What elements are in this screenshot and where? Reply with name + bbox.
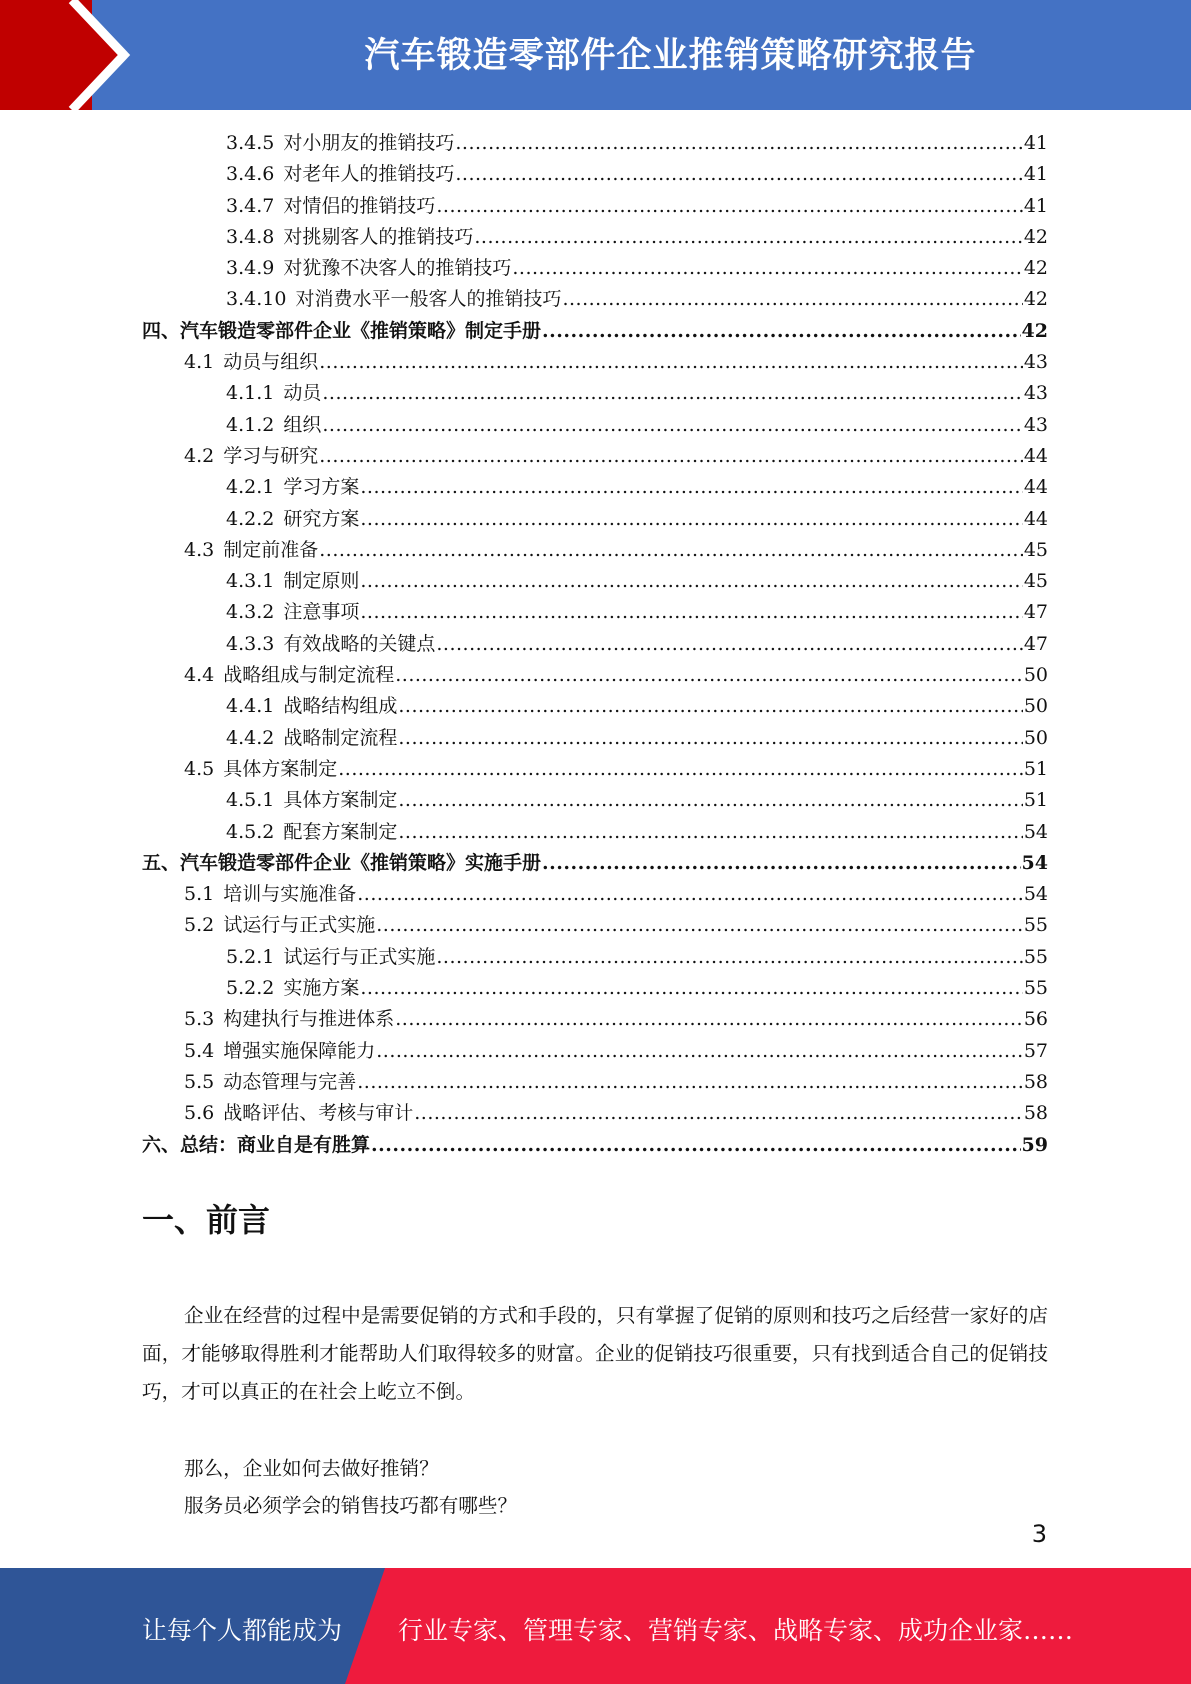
toc-entry-number: 3.4.10 (226, 288, 287, 311)
toc-entry[interactable] (142, 754, 1048, 785)
toc-entry-page: 54 (1023, 820, 1048, 843)
toc-entry-number: 4.3.2 (226, 601, 275, 624)
toc-leader-dots (360, 601, 1022, 623)
toc-entry-page: 58 (1023, 1102, 1048, 1125)
toc-entry[interactable] (142, 472, 1048, 503)
toc-leader-dots (398, 695, 1022, 717)
toc-entry[interactable] (142, 410, 1048, 441)
toc-entry[interactable] (142, 910, 1048, 941)
toc-entry-title: 构建执行与推进体系 (223, 1008, 395, 1031)
toc-entry[interactable] (142, 504, 1048, 535)
toc-entry-page: 41 (1023, 194, 1048, 217)
toc-entry-page: 58 (1023, 1070, 1048, 1093)
toc-entry-page: 50 (1023, 695, 1048, 718)
toc-entry[interactable] (142, 660, 1048, 691)
toc-entry-number: 4.1.2 (226, 413, 275, 436)
toc-leader-dots (357, 1071, 1023, 1093)
toc-entry-title: 汽车锻造零部件企业《推销策略》实施手册 (180, 851, 542, 874)
toc-leader-dots (395, 664, 1023, 686)
toc-leader-dots (542, 320, 1021, 342)
toc-entry-title: 对消费水平一般客人的推销技巧 (295, 288, 562, 311)
toc-leader-dots (542, 852, 1021, 874)
toc-entry-page: 59 (1021, 1133, 1048, 1156)
toc-entry[interactable] (142, 723, 1048, 754)
toc-entry[interactable] (142, 629, 1048, 660)
toc-leader-dots (436, 633, 1022, 655)
toc-entry-number: 4.3.1 (226, 570, 275, 593)
toc-leader-dots (319, 539, 1023, 561)
toc-leader-dots (512, 257, 1022, 279)
toc-entry-number: 5.2 (184, 914, 215, 937)
toc-entry-page: 42 (1023, 225, 1048, 248)
toc-entry-page: 43 (1023, 382, 1048, 405)
toc-entry-title: 战略结构组成 (283, 695, 398, 718)
toc-entry[interactable] (142, 691, 1048, 722)
toc-leader-dots (319, 351, 1023, 373)
toc-leader-dots (398, 789, 1022, 811)
toc-entry-page: 44 (1023, 476, 1048, 499)
toc-entry-number: 4.3 (184, 538, 215, 561)
toc-entry-title: 对老年人的推销技巧 (283, 163, 455, 186)
toc-entry-title: 研究方案 (283, 507, 360, 530)
toc-entry-number: 3.4.8 (226, 225, 275, 248)
toc-entry-number: 5.1 (184, 883, 215, 906)
toc-entry-page: 42 (1023, 288, 1048, 311)
toc-entry[interactable] (142, 253, 1048, 284)
toc-entry-title: 组织 (283, 413, 322, 436)
toc-entry-page: 45 (1023, 570, 1048, 593)
toc-entry-title: 试运行与正式实施 (223, 914, 376, 937)
toc-entry-page: 42 (1023, 257, 1048, 280)
page-header (0, 0, 1191, 110)
toc-entry[interactable] (142, 128, 1048, 159)
toc-leader-dots (371, 1134, 1021, 1156)
toc-entry-number: 六、 (142, 1133, 181, 1156)
toc-entry-page: 41 (1023, 163, 1048, 186)
toc-entry-title: 动态管理与完善 (223, 1070, 357, 1093)
toc-entry-title: 对小朋友的推销技巧 (283, 132, 455, 154)
toc-entry-number: 5.2.2 (226, 977, 275, 1000)
toc-entry-page: 43 (1023, 413, 1048, 436)
toc-entry-page: 42 (1021, 319, 1048, 342)
toc-entry-page: 54 (1023, 883, 1048, 906)
intro-paragraph: 企业在经营的过程中是需要促销的方式和手段的，只有掌握了促销的原则和技巧之后经营一家好的店面，才能够取得胜利才能帮助人们取得较多的财富。企业的促销技巧很重要，只有找到适合自己的促销技巧，才可以真正的在社会上屹立不倒。 (142, 1304, 1048, 1403)
toc-entry[interactable] (142, 1067, 1048, 1098)
toc-leader-dots (376, 914, 1023, 936)
toc-entry[interactable] (142, 1036, 1048, 1067)
toc-entry[interactable] (142, 347, 1048, 378)
toc-entry-page: 56 (1023, 1008, 1048, 1031)
toc-leader-dots (338, 758, 1023, 780)
toc-entry-number: 4.4.2 (226, 726, 275, 749)
toc-entry[interactable] (142, 535, 1048, 566)
toc-entry-title: 有效战略的关键点 (283, 632, 436, 655)
toc-entry[interactable] (142, 441, 1048, 472)
toc-entry[interactable] (142, 879, 1048, 910)
toc-entry[interactable] (142, 597, 1048, 628)
toc-entry-title: 培训与实施准备 (223, 883, 357, 906)
toc-entry[interactable] (142, 1004, 1048, 1035)
toc-entry-number: 3.4.7 (226, 194, 275, 217)
toc-entry-page: 50 (1023, 726, 1048, 749)
toc-entry-title: 制定原则 (283, 570, 360, 593)
toc-entry-page: 51 (1023, 757, 1048, 780)
toc-entry-page: 51 (1023, 789, 1048, 812)
page-footer (0, 1568, 1191, 1684)
footer-slogan-left: 让每个人都能成为 (142, 1616, 343, 1645)
toc-entry-page: 57 (1023, 1039, 1048, 1062)
toc-entry-title: 战略制定流程 (283, 726, 398, 749)
toc-entry[interactable] (142, 973, 1048, 1004)
toc-entry-title: 制定前准备 (223, 538, 319, 561)
toc-entry-page: 41 (1023, 132, 1048, 154)
toc-entry[interactable] (142, 378, 1048, 409)
toc-entry-number: 5.4 (184, 1039, 215, 1062)
toc-entry[interactable] (142, 566, 1048, 597)
toc-entry-title: 对犹豫不决客人的推销技巧 (283, 257, 512, 280)
toc-leader-dots (395, 1008, 1023, 1030)
toc-entry-number: 4.2.1 (226, 476, 275, 499)
toc-leader-dots (322, 382, 1022, 404)
toc-leader-dots (360, 508, 1022, 530)
toc-entry-number: 5.3 (184, 1008, 215, 1031)
toc-leader-dots (357, 883, 1023, 905)
toc-entry-page: 54 (1021, 851, 1048, 874)
toc-entry-page: 44 (1023, 444, 1048, 467)
question-line: 服务员必须学会的销售技巧都有哪些？ (184, 1494, 518, 1517)
toc-leader-dots (562, 288, 1022, 310)
toc-entry-page: 47 (1023, 601, 1048, 624)
toc-entry-number: 5.6 (184, 1102, 215, 1125)
toc-entry-number: 3.4.9 (226, 257, 275, 280)
toc-entry-title: 实施方案 (283, 977, 360, 1000)
toc-entry-page: 43 (1023, 351, 1048, 374)
header-arrow-icon (0, 0, 160, 110)
toc-entry-number: 4.5 (184, 757, 215, 780)
toc-entry-number: 五、 (142, 851, 181, 874)
page-number: 3 (1031, 1520, 1047, 1548)
toc-entry-number: 4.2 (184, 444, 215, 467)
toc-entry[interactable] (142, 785, 1048, 816)
toc-entry-page: 47 (1023, 632, 1048, 655)
toc-entry-page: 55 (1023, 945, 1048, 968)
toc-entry-title: 试运行与正式实施 (283, 945, 436, 968)
toc-entry-number: 4.5.1 (226, 789, 275, 812)
toc-entry-title: 对挑剔客人的推销技巧 (283, 225, 474, 248)
toc-entry-number: 四、 (142, 319, 181, 342)
toc-entry-title: 学习方案 (283, 476, 360, 499)
toc-leader-dots (398, 821, 1022, 843)
toc-entry-number: 5.2.1 (226, 945, 275, 968)
toc-leader-dots (436, 195, 1022, 217)
toc-entry-page: 55 (1023, 977, 1048, 1000)
toc-entry[interactable] (142, 222, 1048, 253)
toc-entry[interactable] (142, 817, 1048, 848)
toc-leader-dots (436, 946, 1022, 968)
header-title: 汽车锻造零部件企业推销策略研究报告 (364, 36, 977, 76)
section-title: 一、前言 (142, 1201, 271, 1239)
toc-entry-title: 总结：商业自是有胜算 (180, 1133, 371, 1156)
toc-entry[interactable] (142, 848, 1048, 879)
toc-leader-dots (322, 414, 1022, 436)
toc-entry-page: 45 (1023, 538, 1048, 561)
toc-leader-dots (360, 476, 1022, 498)
toc-entry-title: 对情侣的推销技巧 (283, 194, 436, 217)
toc-entry-number: 4.3.3 (226, 632, 275, 655)
toc-entry-title: 动员与组织 (223, 351, 319, 374)
toc-entry-title: 具体方案制定 (223, 757, 338, 780)
toc-entry-number: 3.4.5 (226, 132, 275, 154)
toc-entry-number: 5.5 (184, 1070, 215, 1093)
toc-entry-page: 50 (1023, 664, 1048, 687)
toc-entry-title: 增强实施保障能力 (223, 1039, 376, 1062)
toc-entry-number: 4.4.1 (226, 695, 275, 718)
toc-entry[interactable] (142, 942, 1048, 973)
toc-entry-number: 4.2.2 (226, 507, 275, 530)
toc-entry-title: 汽车锻造零部件企业《推销策略》制定手册 (180, 319, 542, 342)
toc-leader-dots (455, 132, 1022, 154)
toc-leader-dots (455, 163, 1022, 185)
toc-leader-dots (474, 226, 1022, 248)
toc-entry-title: 战略组成与制定流程 (223, 664, 395, 687)
question-line: 那么，企业如何去做好推销？ (184, 1457, 439, 1480)
toc-entry[interactable] (142, 1130, 1048, 1161)
toc-entry-title: 学习与研究 (223, 444, 319, 467)
toc-leader-dots (319, 445, 1023, 467)
toc-entry[interactable] (142, 316, 1048, 347)
toc-entry-number: 4.1 (184, 351, 215, 374)
toc-leader-dots (376, 1040, 1023, 1062)
toc-leader-dots (360, 570, 1022, 592)
toc-entry-number: 4.4 (184, 664, 215, 687)
table-of-contents (142, 128, 1048, 1161)
toc-entry-title: 战略评估、考核与审计 (223, 1102, 414, 1125)
footer-slogan-right: 行业专家、管理专家、营销专家、战略专家、成功企业家…… (398, 1616, 1074, 1645)
toc-entry-title: 注意事项 (283, 601, 360, 624)
toc-entry-title: 动员 (283, 382, 322, 405)
toc-entry-number: 4.5.2 (226, 820, 275, 843)
toc-leader-dots (360, 977, 1022, 999)
toc-entry[interactable] (142, 1098, 1048, 1129)
toc-entry-number: 3.4.6 (226, 163, 275, 186)
toc-entry-number: 4.1.1 (226, 382, 275, 405)
toc-entry[interactable] (142, 191, 1048, 222)
toc-entry-title: 配套方案制定 (283, 820, 398, 843)
toc-entry[interactable] (142, 159, 1048, 190)
toc-entry-page: 44 (1023, 507, 1048, 530)
toc-leader-dots (398, 727, 1022, 749)
toc-leader-dots (414, 1102, 1023, 1124)
toc-entry-page: 55 (1023, 914, 1048, 937)
toc-entry[interactable] (142, 284, 1048, 315)
toc-entry-title: 具体方案制定 (283, 789, 398, 812)
